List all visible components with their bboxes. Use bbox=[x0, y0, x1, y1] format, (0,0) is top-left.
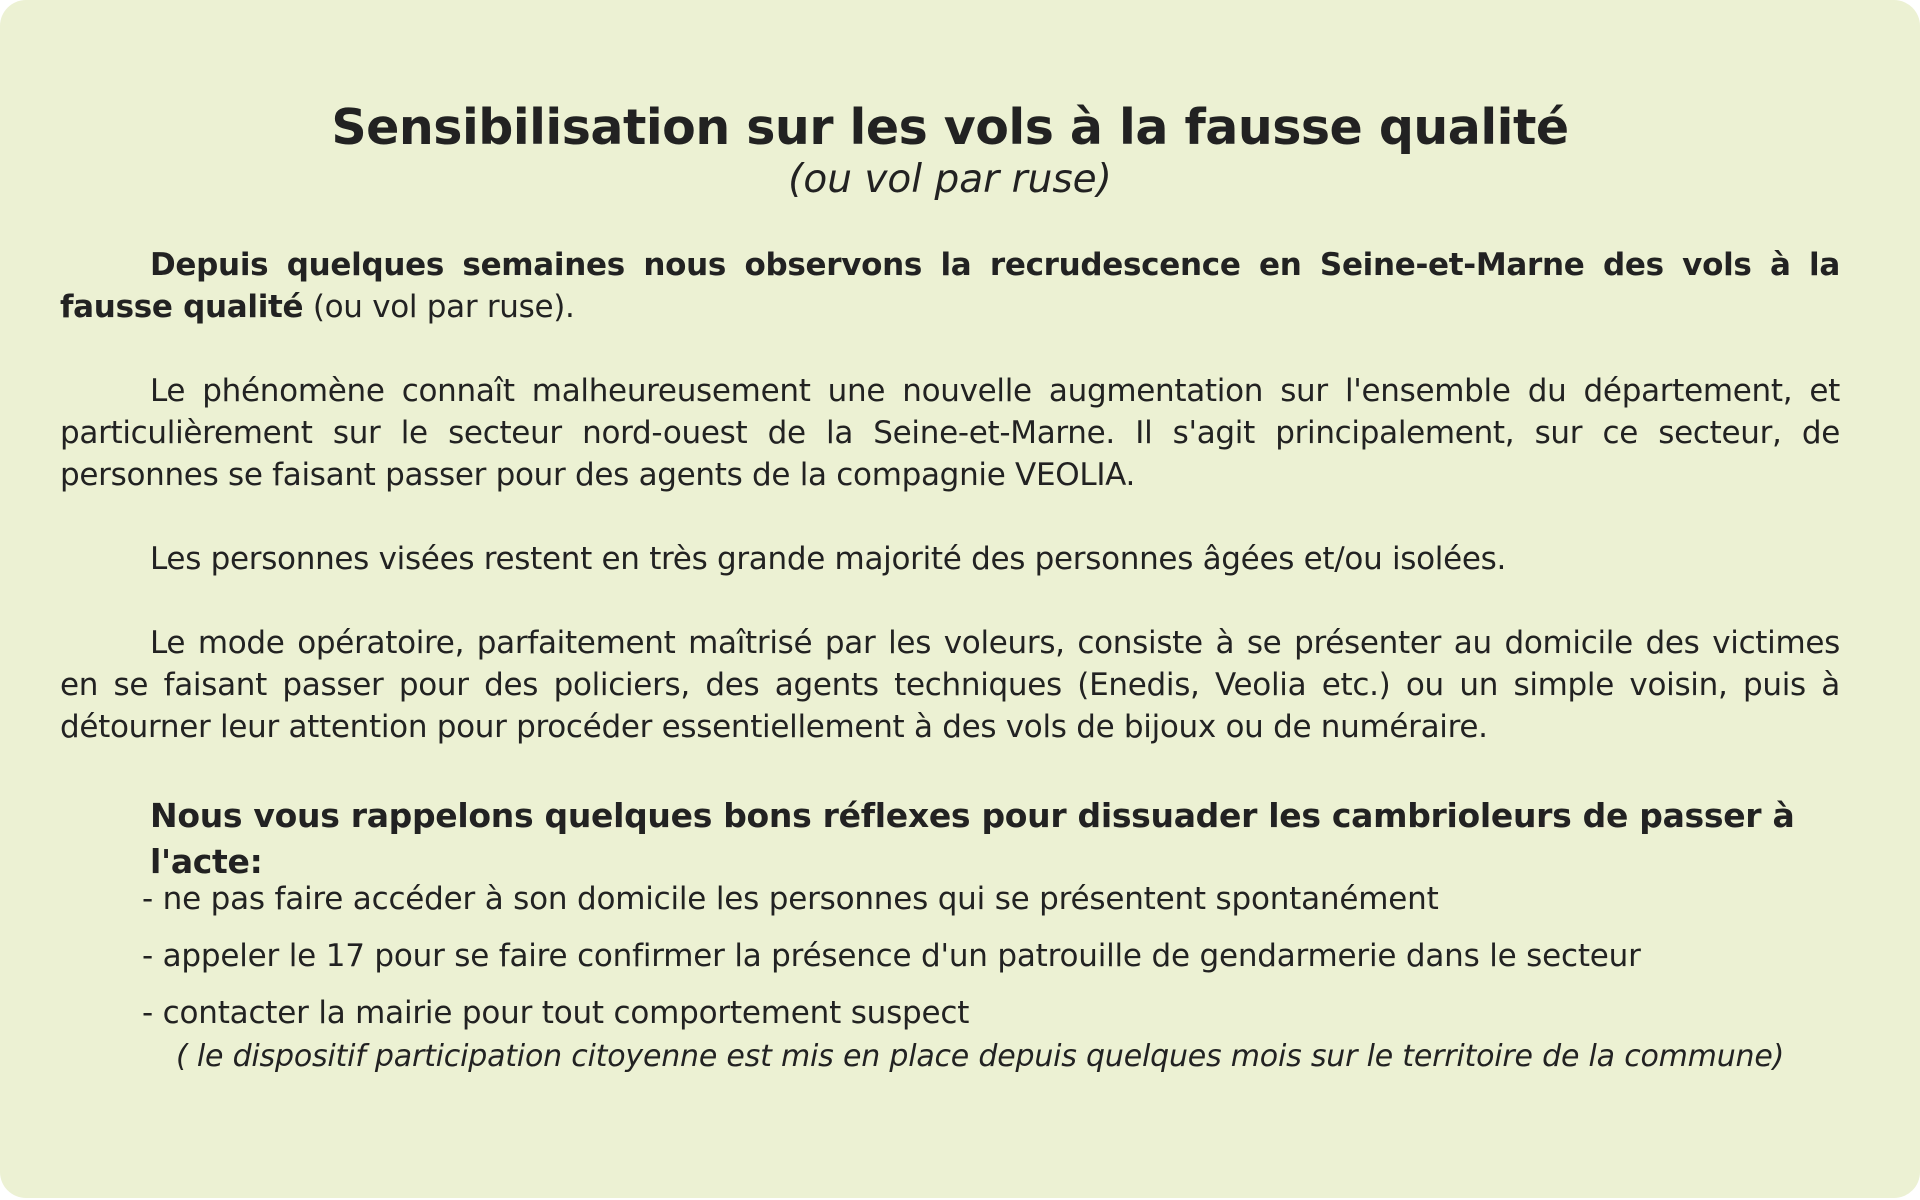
paragraph-modus-operandi-text: Le mode opératoire, parfaitement maîtrisé par les voleurs, consiste à se présenter au domicile des victimes en se faisant passer pour des policiers, des agents techniques (Enedis, Veolia etc.) ou un simple voisin, puis à détourner leur attention pour procéder essentiellement à des vols de bijoux ou de numéraire. bbox=[60, 625, 1840, 745]
notice-subtitle: (ou vol par ruse) bbox=[788, 157, 1112, 202]
reminder-heading: Nous vous rappelons quelques bons réflexes pour dissuader les cambrioleurs de passer à l'acte: bbox=[150, 796, 1795, 881]
list-item: - appeler le 17 pour se faire confirmer la présence d'un patrouille de gendarmerie dans le secteur bbox=[142, 938, 1641, 974]
reflexes-list bbox=[142, 878, 1862, 1049]
paragraph-targets-text: Les personnes visées restent en très grande majorité des personnes âgées et/ou isolées. bbox=[150, 541, 1507, 577]
paragraph-phenomenon-text: Le phénomène connaît malheureusement une nouvelle augmentation sur l'ensemble du département, et particulièrement sur le secteur nord-ouest de la Seine-et-Marne. Il s'agit principalement, sur ce secteur, de personnes se faisant passer pour des agents de la compagnie VEOLIA. bbox=[60, 373, 1840, 493]
paragraph-targets bbox=[60, 538, 1840, 580]
paragraph-intro bbox=[60, 244, 1840, 328]
paragraph-phenomenon bbox=[60, 370, 1840, 496]
notice-title: Sensibilisation sur les vols à la fausse qualité bbox=[331, 99, 1569, 156]
list-item: - contacter la mairie pour tout comportement suspect bbox=[142, 995, 970, 1031]
list-item: - ne pas faire accéder à son domicile les personnes qui se présentent spontanément bbox=[142, 881, 1439, 917]
citizen-participation-note: ( le dispositif participation citoyenne est mis en place depuis quelques mois sur le territoire de la commune) bbox=[176, 1039, 1785, 1074]
notice-body bbox=[60, 244, 1840, 748]
paragraph-intro-text: (ou vol par ruse). bbox=[303, 289, 575, 325]
paragraph-modus-operandi bbox=[60, 622, 1840, 748]
paragraph-intro-lead: Depuis quelques semaines nous observons la recrudescence en Seine-et-Marne des vols à la fausse qualité bbox=[60, 247, 1840, 325]
